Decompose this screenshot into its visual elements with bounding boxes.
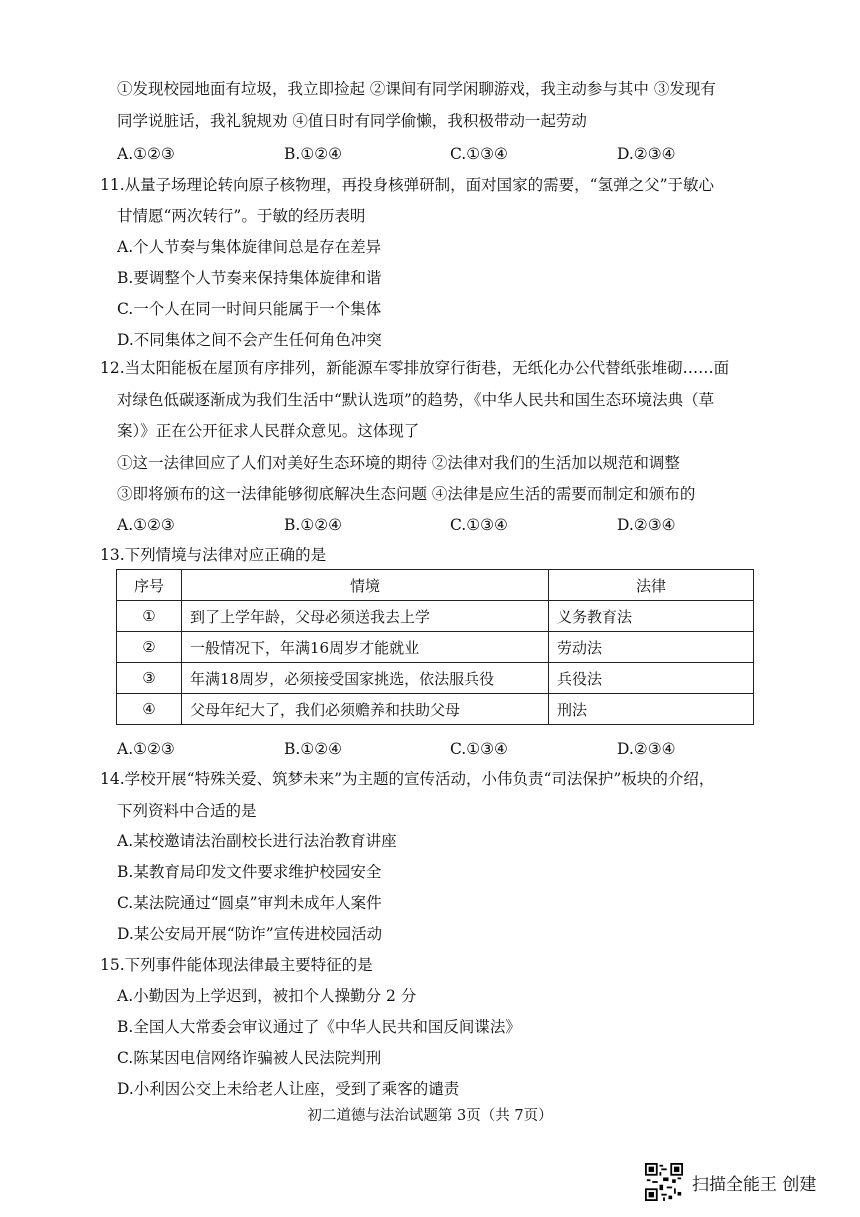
q14-choice-a[interactable]: A.某校邀请法治副校长进行法治教育讲座: [117, 832, 397, 850]
row-law: 劳动法: [549, 632, 754, 663]
law-situation-table: [116, 569, 754, 725]
table-row: [117, 694, 754, 725]
page-footer: 初二道德与法治试题第 3页（共 7页）: [307, 1108, 553, 1124]
q12-options: [117, 514, 757, 536]
q11-choice-c[interactable]: C.一个人在同一时间只能属于一个集体: [117, 300, 382, 318]
table-row: [117, 632, 754, 663]
q13-stem: 13.下列情境与法律对应正确的是: [100, 546, 327, 564]
q15-stem: 15.下列事件能体现法律最主要特征的是: [100, 956, 373, 974]
scanner-watermark-text: 扫描全能王 创建: [692, 1175, 817, 1195]
q13-option-b[interactable]: B.①②④: [284, 740, 343, 758]
qr-code-icon: [645, 1163, 683, 1201]
q11-stem-line-1: 11.从量子场理论转向原子核物理，再投身核弹研制，面对国家的需要，“氢弹之父”于敏心: [100, 176, 715, 194]
row-law: 义务教育法: [549, 601, 754, 632]
q12-option-b[interactable]: B.①②④: [284, 516, 343, 534]
q11-choice-a[interactable]: A.个人节奏与集体旋律间总是存在差异: [117, 238, 382, 256]
q14-stem-line-2: 下列资料中合适的是: [117, 802, 257, 820]
table-row: [117, 601, 754, 632]
row-number: ④: [117, 694, 182, 725]
q14-stem-line-1: 14.学校开展“特殊关爱、筑梦未来”为主题的宣传活动，小伟负责“司法保护”板块的介绍，: [100, 770, 715, 788]
table-header-row: [117, 570, 754, 601]
row-number: ①: [117, 601, 182, 632]
q10-option-a[interactable]: A.①②③: [117, 145, 175, 163]
q14-choice-b[interactable]: B.某教育局印发文件要求维护校园安全: [117, 863, 382, 881]
row-situation: 父母年纪大了，我们必须赡养和扶助父母: [182, 694, 549, 725]
row-law: 兵役法: [549, 663, 754, 694]
q15-choice-c[interactable]: C.陈某因电信网络诈骗被人民法院判刑: [117, 1049, 382, 1067]
q10-option-d[interactable]: D.②③④: [617, 145, 676, 163]
row-law: 刑法: [549, 694, 754, 725]
q14-choice-d[interactable]: D.某公安局开展“防诈”宣传进校园活动: [117, 925, 383, 943]
q11-choice-b[interactable]: B.要调整个人节奏来保持集体旋律和谐: [117, 269, 382, 287]
q13-option-d[interactable]: D.②③④: [617, 740, 676, 758]
q12-option-c[interactable]: C.①③④: [450, 516, 508, 534]
q15-choice-d[interactable]: D.小利因公交上未给老人让座，受到了乘客的谴责: [117, 1080, 460, 1098]
q15-choice-a[interactable]: A.小勤因为上学迟到，被扣个人操勤分 2 分: [117, 987, 417, 1005]
row-number: ③: [117, 663, 182, 694]
q13-option-a[interactable]: A.①②③: [117, 740, 175, 758]
q14-choice-c[interactable]: C.某法院通过“圆桌”审判未成年人案件: [117, 894, 382, 912]
row-situation: 到了上学年龄，父母必须送我去上学: [182, 601, 549, 632]
q10-statement-line-2: 同学说脏话，我礼貌规劝 ④值日时有同学偷懒，我积极带动一起劳动: [117, 112, 587, 130]
q13-option-c[interactable]: C.①③④: [450, 740, 508, 758]
q12-stem-line-2: 对绿色低碳逐渐成为我们生活中“默认选项”的趋势，《中华人民共和国生态环境法典（草: [117, 391, 715, 409]
q12-statement-line-2: ③即将颁布的这一法律能够彻底解决生态问题 ④法律是应生活的需要而制定和颁布的: [117, 485, 696, 503]
q12-option-d[interactable]: D.②③④: [617, 516, 676, 534]
header-law: 法律: [549, 570, 754, 601]
q10-options: [117, 143, 757, 165]
q12-option-a[interactable]: A.①②③: [117, 516, 175, 534]
row-situation: 一般情况下，年满16周岁才能就业: [182, 632, 549, 663]
header-number: 序号: [117, 570, 182, 601]
q12-stem-line-1: 12.当太阳能板在屋顶有序排列，新能源车零排放穿行街巷，无纸化办公代替纸张堆砌……面: [100, 359, 730, 377]
q10-statement-line-1: ①发现校园地面有垃圾，我立即捡起 ②课间有同学闲聊游戏，我主动参与其中 ③发现有: [117, 80, 716, 98]
q12-statement-line-1: ①这一法律回应了人们对美好生态环境的期待 ②法律对我们的生活加以规范和调整: [117, 454, 680, 472]
row-number: ②: [117, 632, 182, 663]
q10-option-c[interactable]: C.①③④: [450, 145, 508, 163]
table-row: [117, 663, 754, 694]
q10-option-b[interactable]: B.①②④: [284, 145, 343, 163]
row-situation: 年满18周岁，必须接受国家挑选，依法服兵役: [182, 663, 549, 694]
q11-choice-d[interactable]: D.不同集体之间不会产生任何角色冲突: [117, 331, 382, 349]
q12-stem-line-3: 案）》正在公开征求人民群众意见。这体现了: [117, 422, 420, 440]
q13-options: [117, 738, 757, 760]
q11-stem-line-2: 甘情愿“两次转行”。于敏的经历表明: [117, 207, 366, 225]
q15-choice-b[interactable]: B.全国人大常委会审议通过了《中华人民共和国反间谍法》: [117, 1018, 521, 1036]
header-situation: 情境: [182, 570, 549, 601]
